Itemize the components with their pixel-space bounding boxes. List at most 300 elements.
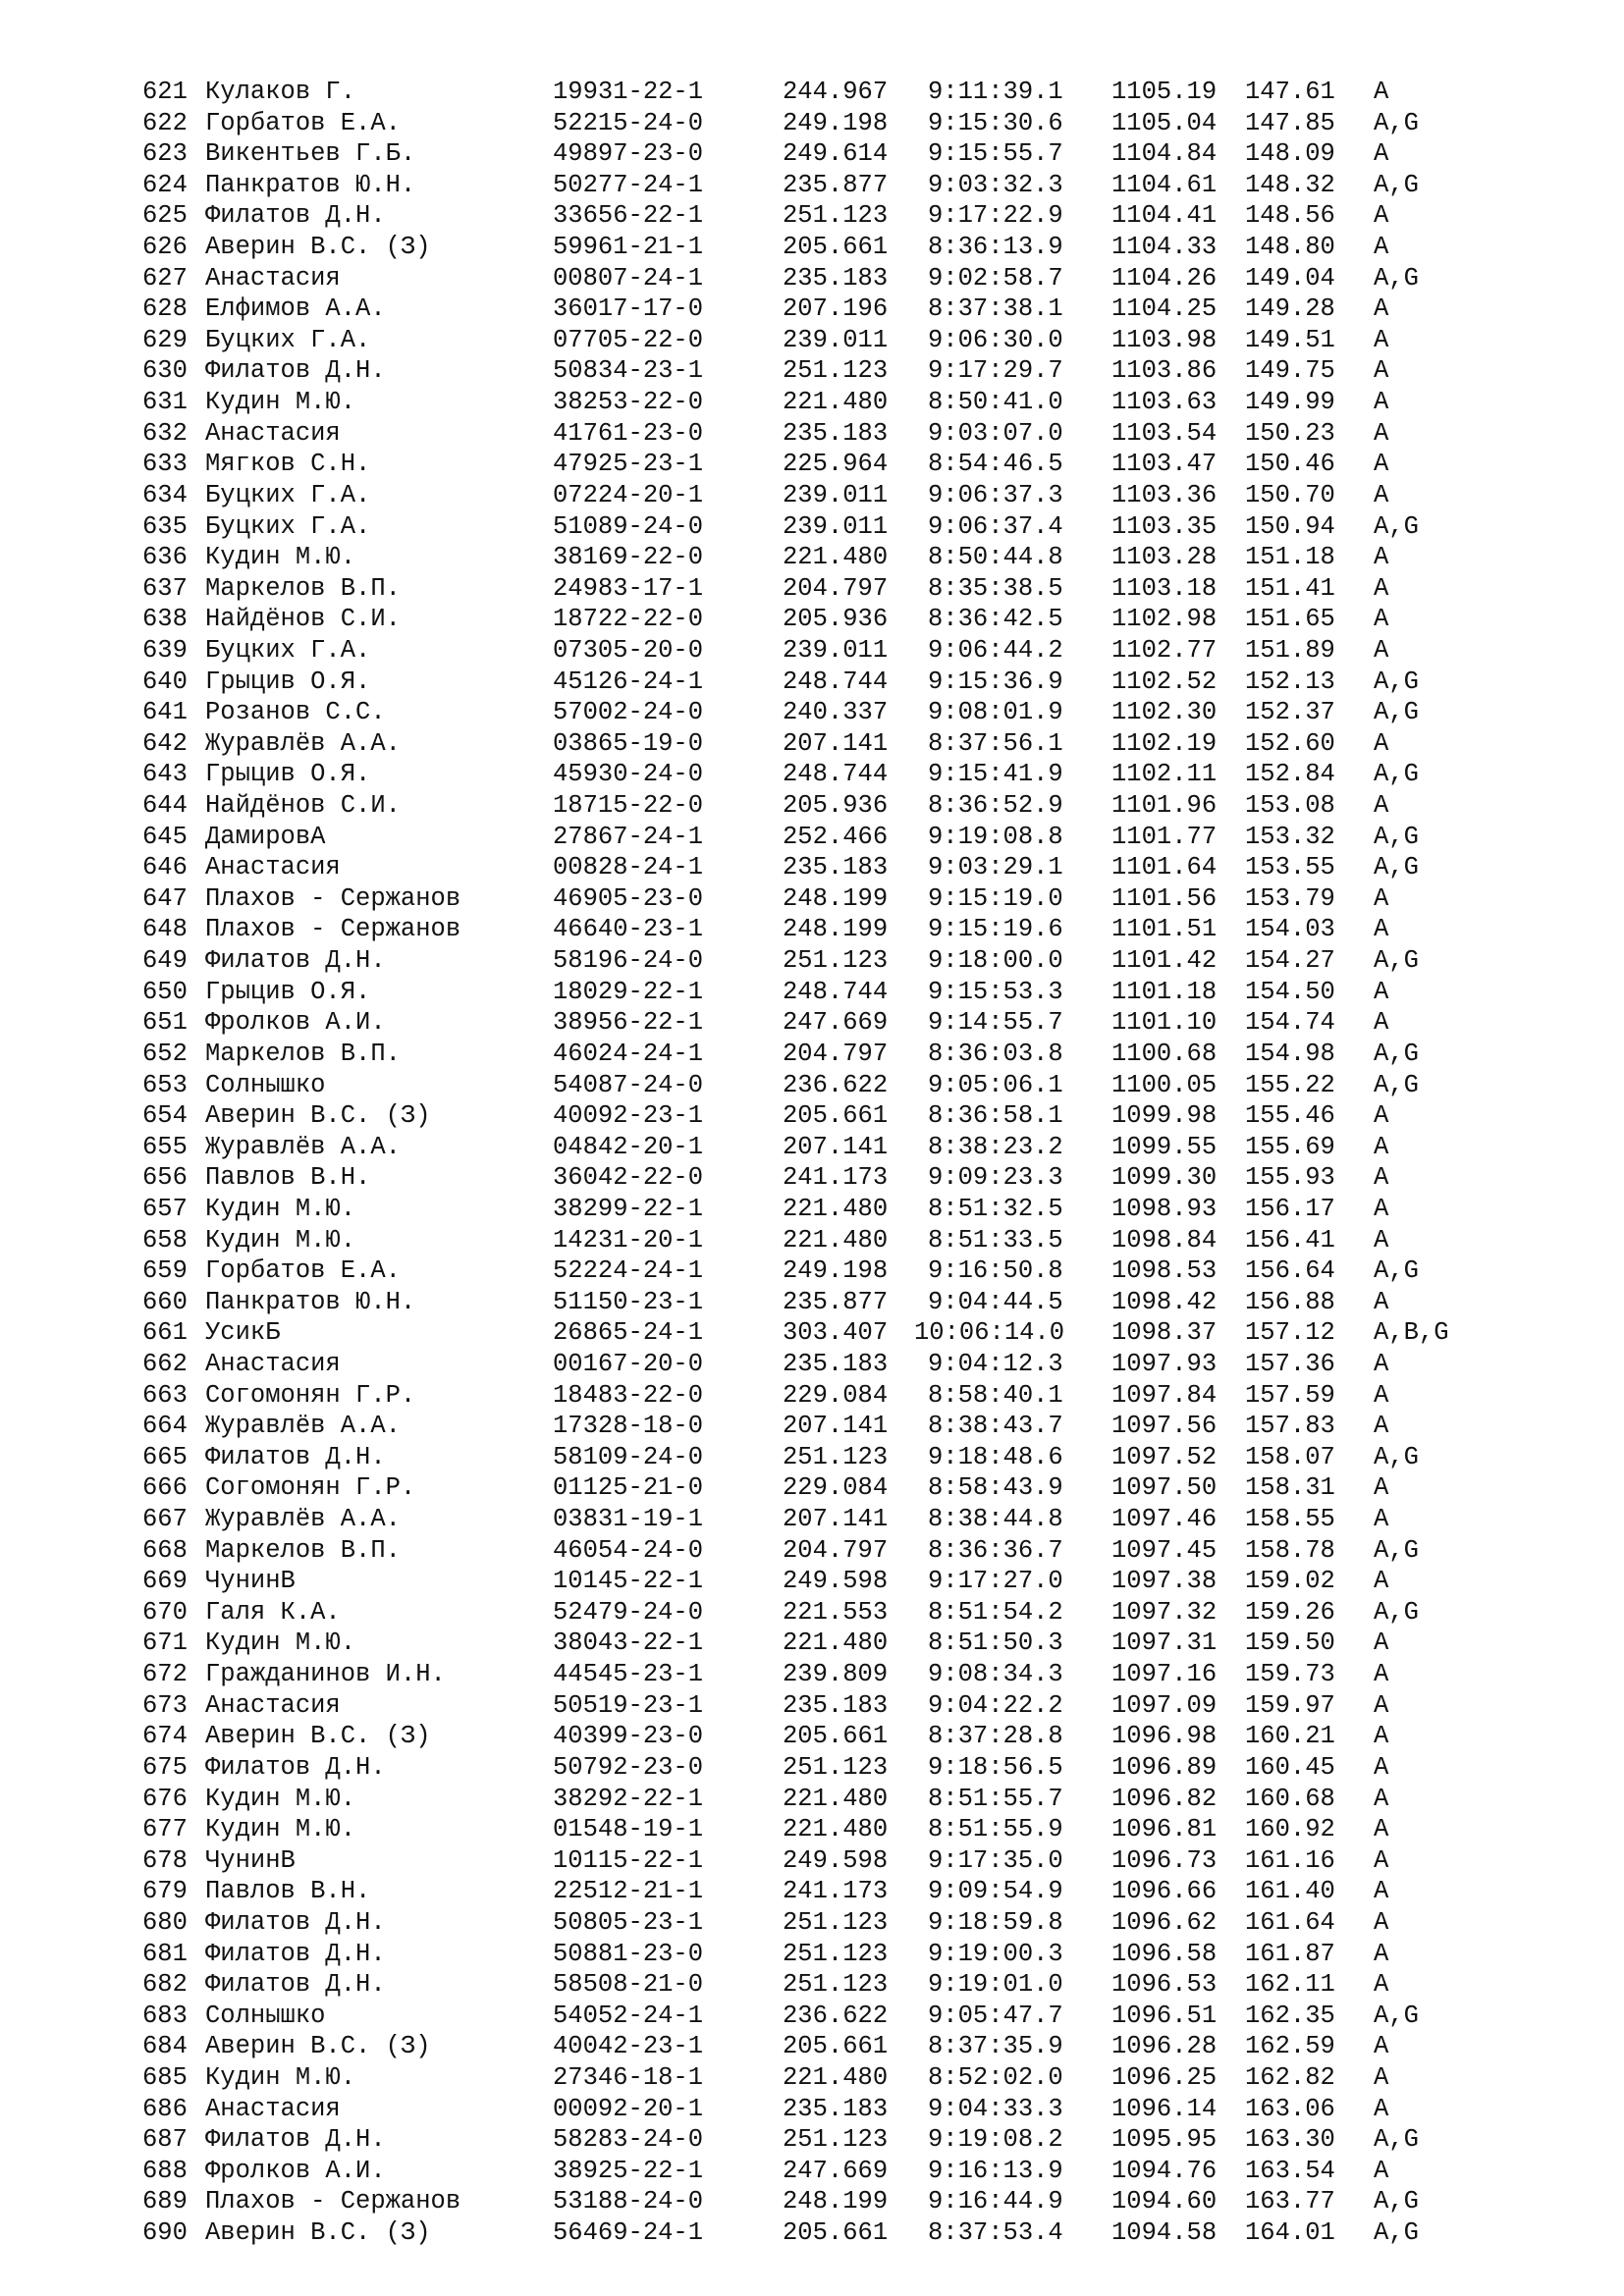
speed-value: 1101.18 — [1111, 977, 1218, 1006]
distance-value: 207.141 — [783, 1412, 889, 1441]
participant-name: Филатов Д.Н. — [205, 1939, 386, 1968]
table-row — [142, 77, 1537, 108]
participant-name: Филатов Д.Н. — [205, 356, 386, 386]
flight-time: 8:51:32.5 — [928, 1194, 1063, 1223]
table-row — [142, 1380, 1537, 1412]
category-flags: A — [1374, 543, 1389, 572]
flight-time: 9:06:30.0 — [928, 325, 1063, 354]
place-number: 652 — [142, 1039, 188, 1068]
bird-ring-id: 38253-22-0 — [553, 388, 704, 417]
distance-value: 247.669 — [783, 1008, 889, 1038]
table-row — [142, 263, 1537, 294]
bird-ring-id: 07224-20-1 — [553, 480, 704, 509]
speed-value: 1096.89 — [1111, 1752, 1218, 1782]
speed-value: 1102.98 — [1111, 605, 1218, 634]
distance-value: 221.480 — [783, 2063, 889, 2092]
bird-ring-id: 36042-22-0 — [553, 1163, 704, 1193]
flight-time: 8:36:03.8 — [928, 1039, 1063, 1068]
category-flags: A — [1374, 915, 1389, 944]
bird-ring-id: 58508-21-0 — [553, 1970, 704, 2000]
flight-time: 9:17:22.9 — [928, 201, 1063, 231]
bird-ring-id: 45930-24-0 — [553, 760, 704, 789]
bird-ring-id: 47925-23-1 — [553, 450, 704, 479]
distance-value: 235.183 — [783, 2094, 889, 2123]
coefficient-value: 160.92 — [1245, 1815, 1335, 1844]
participant-name: Горбатов Е.А. — [205, 1256, 401, 1286]
place-number: 669 — [142, 1567, 188, 1596]
table-row — [142, 325, 1537, 356]
table-row — [142, 1349, 1537, 1380]
coefficient-value: 150.94 — [1245, 511, 1335, 541]
distance-value: 235.183 — [783, 1690, 889, 1720]
coefficient-value: 157.59 — [1245, 1380, 1335, 1410]
speed-value: 1099.30 — [1111, 1163, 1218, 1193]
table-row — [142, 1287, 1537, 1318]
place-number: 673 — [142, 1690, 188, 1720]
place-number: 659 — [142, 1256, 188, 1286]
table-row — [142, 387, 1537, 418]
speed-value: 1101.42 — [1111, 946, 1218, 976]
place-number: 668 — [142, 1535, 188, 1565]
bird-ring-id: 18715-22-0 — [553, 791, 704, 821]
distance-value: 221.480 — [783, 543, 889, 572]
table-row — [142, 200, 1537, 232]
category-flags: A — [1374, 1629, 1389, 1658]
flight-time: 8:37:56.1 — [928, 728, 1063, 758]
flight-time: 8:50:41.0 — [928, 388, 1063, 417]
category-flags: A — [1374, 1752, 1389, 1782]
place-number: 649 — [142, 946, 188, 976]
category-flags: A — [1374, 480, 1389, 509]
speed-value: 1103.36 — [1111, 480, 1218, 509]
category-flags: A — [1374, 1101, 1389, 1131]
category-flags: A — [1374, 728, 1389, 758]
flight-time: 9:06:37.4 — [928, 511, 1063, 541]
table-row — [142, 449, 1537, 480]
place-number: 685 — [142, 2063, 188, 2092]
distance-value: 241.173 — [783, 1163, 889, 1193]
flight-time: 9:18:59.8 — [928, 1907, 1063, 1937]
category-flags: A — [1374, 139, 1389, 169]
coefficient-value: 149.04 — [1245, 263, 1335, 293]
flight-time: 9:15:36.9 — [928, 667, 1063, 696]
flight-time: 8:52:02.0 — [928, 2063, 1063, 2092]
speed-value: 1102.77 — [1111, 635, 1218, 665]
place-number: 629 — [142, 325, 188, 354]
distance-value: 248.744 — [783, 667, 889, 696]
coefficient-value: 148.56 — [1245, 201, 1335, 231]
coefficient-value: 147.61 — [1245, 78, 1335, 106]
flight-time: 8:36:13.9 — [928, 233, 1063, 262]
flight-time: 9:04:44.5 — [928, 1287, 1063, 1316]
place-number: 648 — [142, 915, 188, 944]
flight-time: 8:51:55.9 — [928, 1815, 1063, 1844]
category-flags: A,G — [1374, 822, 1419, 851]
participant-name: Кудин М.Ю. — [205, 1629, 356, 1658]
bird-ring-id: 03831-19-1 — [553, 1505, 704, 1534]
bird-ring-id: 10145-22-1 — [553, 1567, 704, 1596]
participant-name: Журавлёв А.А. — [205, 1412, 401, 1441]
speed-value: 1104.33 — [1111, 233, 1218, 262]
category-flags: A — [1374, 418, 1389, 448]
place-number: 623 — [142, 139, 188, 169]
coefficient-value: 154.98 — [1245, 1039, 1335, 1068]
coefficient-value: 153.32 — [1245, 822, 1335, 851]
category-flags: A,G — [1374, 2187, 1419, 2216]
speed-value: 1096.62 — [1111, 1907, 1218, 1937]
participant-name: Журавлёв А.А. — [205, 1132, 401, 1161]
flight-time: 9:08:34.3 — [928, 1660, 1063, 1689]
table-row — [142, 790, 1537, 822]
coefficient-value: 153.79 — [1245, 883, 1335, 913]
distance-value: 205.661 — [783, 2032, 889, 2061]
category-flags: A — [1374, 1939, 1389, 1968]
speed-value: 1096.51 — [1111, 2001, 1218, 2030]
participant-name: Аверин В.С. (З) — [205, 2032, 431, 2061]
category-flags: A,B,G — [1374, 1318, 1449, 1348]
category-flags: A — [1374, 977, 1389, 1006]
speed-value: 1103.63 — [1111, 388, 1218, 417]
distance-value: 235.183 — [783, 1349, 889, 1378]
category-flags: A,G — [1374, 1535, 1419, 1565]
distance-value: 229.084 — [783, 1380, 889, 1410]
bird-ring-id: 17328-18-0 — [553, 1412, 704, 1441]
place-number: 679 — [142, 1877, 188, 1906]
distance-value: 249.614 — [783, 139, 889, 169]
table-row — [142, 573, 1537, 605]
coefficient-value: 160.68 — [1245, 1784, 1335, 1813]
coefficient-value: 150.23 — [1245, 418, 1335, 448]
place-number: 641 — [142, 698, 188, 727]
participant-name: Плахов - Сержанов — [205, 915, 461, 944]
table-row — [142, 1876, 1537, 1907]
distance-value: 249.598 — [783, 1567, 889, 1596]
table-row — [142, 1070, 1537, 1101]
speed-value: 1102.19 — [1111, 728, 1218, 758]
speed-value: 1098.84 — [1111, 1225, 1218, 1255]
bird-ring-id: 50834-23-1 — [553, 356, 704, 386]
distance-value: 251.123 — [783, 1907, 889, 1937]
participant-name: Аверин В.С. (З) — [205, 2218, 431, 2248]
bird-ring-id: 45126-24-1 — [553, 667, 704, 696]
distance-value: 239.011 — [783, 635, 889, 665]
place-number: 665 — [142, 1442, 188, 1471]
bird-ring-id: 18722-22-0 — [553, 605, 704, 634]
place-number: 645 — [142, 822, 188, 851]
table-row — [142, 1597, 1537, 1629]
participant-name: Анастасия — [205, 853, 341, 882]
category-flags: A — [1374, 1845, 1389, 1875]
distance-value: 205.936 — [783, 791, 889, 821]
coefficient-value: 149.28 — [1245, 294, 1335, 324]
category-flags: A — [1374, 1132, 1389, 1161]
speed-value: 1101.96 — [1111, 791, 1218, 821]
coefficient-value: 164.01 — [1245, 2218, 1335, 2248]
distance-value: 221.480 — [783, 1194, 889, 1223]
table-row — [142, 945, 1537, 977]
participant-name: Викентьев Г.Б. — [205, 139, 416, 169]
category-flags: A — [1374, 294, 1389, 324]
speed-value: 1104.61 — [1111, 170, 1218, 199]
place-number: 637 — [142, 573, 188, 603]
speed-value: 1097.09 — [1111, 1690, 1218, 1720]
table-row — [142, 1628, 1537, 1659]
table-row — [142, 697, 1537, 728]
participant-name: Фролков А.И. — [205, 2156, 386, 2185]
table-row — [142, 2156, 1537, 2187]
bird-ring-id: 14231-20-1 — [553, 1225, 704, 1255]
distance-value: 239.011 — [783, 511, 889, 541]
participant-name: Елфимов А.А. — [205, 294, 386, 324]
place-number: 647 — [142, 883, 188, 913]
category-flags: A — [1374, 2156, 1389, 2185]
place-number: 625 — [142, 201, 188, 231]
speed-value: 1098.37 — [1111, 1318, 1218, 1348]
bird-ring-id: 03865-19-0 — [553, 728, 704, 758]
category-flags: A,G — [1374, 1039, 1419, 1068]
table-row — [142, 2186, 1537, 2217]
speed-value: 1096.82 — [1111, 1784, 1218, 1813]
bird-ring-id: 46640-23-1 — [553, 915, 704, 944]
place-number: 687 — [142, 2125, 188, 2155]
coefficient-value: 157.12 — [1245, 1318, 1335, 1348]
distance-value: 235.183 — [783, 418, 889, 448]
coefficient-value: 151.41 — [1245, 573, 1335, 603]
participant-name: Журавлёв А.А. — [205, 728, 401, 758]
speed-value: 1098.93 — [1111, 1194, 1218, 1223]
participant-name: Кулаков Г. — [205, 78, 356, 106]
flight-time: 9:17:27.0 — [928, 1567, 1063, 1596]
place-number: 646 — [142, 853, 188, 882]
flight-time: 8:51:33.5 — [928, 1225, 1063, 1255]
bird-ring-id: 46054-24-0 — [553, 1535, 704, 1565]
coefficient-value: 150.46 — [1245, 450, 1335, 479]
coefficient-value: 159.50 — [1245, 1629, 1335, 1658]
category-flags: A,G — [1374, 2125, 1419, 2155]
speed-value: 1094.60 — [1111, 2187, 1218, 2216]
bird-ring-id: 50277-24-1 — [553, 170, 704, 199]
speed-value: 1103.47 — [1111, 450, 1218, 479]
bird-ring-id: 50881-23-0 — [553, 1939, 704, 1968]
place-number: 642 — [142, 728, 188, 758]
distance-value: 235.183 — [783, 853, 889, 882]
distance-value: 207.141 — [783, 728, 889, 758]
distance-value: 239.011 — [783, 325, 889, 354]
category-flags: A — [1374, 1660, 1389, 1689]
speed-value: 1097.38 — [1111, 1567, 1218, 1596]
bird-ring-id: 00167-20-0 — [553, 1349, 704, 1378]
coefficient-value: 159.26 — [1245, 1597, 1335, 1627]
table-row — [142, 1969, 1537, 2001]
distance-value: 204.797 — [783, 1039, 889, 1068]
category-flags: A,G — [1374, 170, 1419, 199]
participant-name: Маркелов В.П. — [205, 1535, 401, 1565]
participant-name: Солнышко — [205, 2001, 326, 2030]
distance-value: 221.480 — [783, 1815, 889, 1844]
coefficient-value: 156.88 — [1245, 1287, 1335, 1316]
table-row — [142, 2217, 1537, 2249]
flight-time: 9:17:29.7 — [928, 356, 1063, 386]
bird-ring-id: 58109-24-0 — [553, 1442, 704, 1471]
speed-value: 1097.45 — [1111, 1535, 1218, 1565]
bird-ring-id: 58196-24-0 — [553, 946, 704, 976]
flight-time: 9:08:01.9 — [928, 698, 1063, 727]
place-number: 640 — [142, 667, 188, 696]
place-number: 670 — [142, 1597, 188, 1627]
bird-ring-id: 50792-23-0 — [553, 1752, 704, 1782]
category-flags: A — [1374, 635, 1389, 665]
distance-value: 204.797 — [783, 573, 889, 603]
bird-ring-id: 38292-22-1 — [553, 1784, 704, 1813]
distance-value: 221.480 — [783, 1225, 889, 1255]
category-flags: A — [1374, 1380, 1389, 1410]
coefficient-value: 150.70 — [1245, 480, 1335, 509]
category-flags: A — [1374, 2094, 1389, 2123]
place-number: 655 — [142, 1132, 188, 1161]
participant-name: Розанов С.С. — [205, 698, 386, 727]
flight-time: 8:37:53.4 — [928, 2218, 1063, 2248]
category-flags: A,G — [1374, 1442, 1419, 1471]
participant-name: Павлов В.Н. — [205, 1877, 371, 1906]
table-row — [142, 759, 1537, 790]
bird-ring-id: 00092-20-1 — [553, 2094, 704, 2123]
table-row — [142, 1814, 1537, 1845]
distance-value: 205.661 — [783, 233, 889, 262]
distance-value: 251.123 — [783, 1752, 889, 1782]
place-number: 690 — [142, 2218, 188, 2248]
place-number: 671 — [142, 1629, 188, 1658]
distance-value: 235.877 — [783, 1287, 889, 1316]
participant-name: Буцких Г.А. — [205, 325, 371, 354]
place-number: 658 — [142, 1225, 188, 1255]
flight-time: 8:51:55.7 — [928, 1784, 1063, 1813]
coefficient-value: 154.27 — [1245, 946, 1335, 976]
coefficient-value: 154.50 — [1245, 977, 1335, 1006]
coefficient-value: 162.59 — [1245, 2032, 1335, 2061]
distance-value: 236.622 — [783, 2001, 889, 2030]
speed-value: 1104.25 — [1111, 294, 1218, 324]
place-number: 675 — [142, 1752, 188, 1782]
coefficient-value: 157.36 — [1245, 1349, 1335, 1378]
table-row — [142, 1317, 1537, 1349]
participant-name: Аверин В.С. (З) — [205, 1101, 431, 1131]
table-row — [142, 1566, 1537, 1597]
bird-ring-id: 59961-21-1 — [553, 233, 704, 262]
bird-ring-id: 46905-23-0 — [553, 883, 704, 913]
speed-value: 1099.98 — [1111, 1101, 1218, 1131]
participant-name: Найдёнов С.И. — [205, 791, 401, 821]
flight-time: 9:15:30.6 — [928, 108, 1063, 137]
flight-time: 9:06:37.3 — [928, 480, 1063, 509]
participant-name: Буцких Г.А. — [205, 635, 371, 665]
place-number: 627 — [142, 263, 188, 293]
distance-value: 221.480 — [783, 1629, 889, 1658]
table-row — [142, 1535, 1537, 1567]
category-flags: A — [1374, 2063, 1389, 2092]
coefficient-value: 158.31 — [1245, 1473, 1335, 1503]
flight-time: 9:16:44.9 — [928, 2187, 1063, 2216]
speed-value: 1101.77 — [1111, 822, 1218, 851]
participant-name: Грыцив О.Я. — [205, 977, 371, 1006]
place-number: 660 — [142, 1287, 188, 1316]
category-flags: A — [1374, 1722, 1389, 1751]
place-number: 680 — [142, 1907, 188, 1937]
table-row — [142, 2094, 1537, 2125]
coefficient-value: 161.40 — [1245, 1877, 1335, 1906]
table-row — [142, 2031, 1537, 2062]
category-flags: A,G — [1374, 1597, 1419, 1627]
flight-time: 9:09:54.9 — [928, 1877, 1063, 1906]
place-number: 688 — [142, 2156, 188, 2185]
participant-name: Анастасия — [205, 2094, 341, 2123]
distance-value: 247.669 — [783, 2156, 889, 2185]
table-row — [142, 1907, 1537, 1939]
coefficient-value: 148.32 — [1245, 170, 1335, 199]
place-number: 651 — [142, 1008, 188, 1038]
flight-time: 10:06:14.0 — [914, 1318, 1065, 1348]
category-flags: A,G — [1374, 2001, 1419, 2030]
table-row — [142, 418, 1537, 450]
table-row — [142, 1255, 1537, 1287]
category-flags: A,G — [1374, 760, 1419, 789]
coefficient-value: 156.41 — [1245, 1225, 1335, 1255]
distance-value: 248.744 — [783, 760, 889, 789]
speed-value: 1104.26 — [1111, 263, 1218, 293]
category-flags: A — [1374, 1287, 1389, 1316]
flight-time: 9:04:22.2 — [928, 1690, 1063, 1720]
flight-time: 8:50:44.8 — [928, 543, 1063, 572]
coefficient-value: 161.16 — [1245, 1845, 1335, 1875]
participant-name: ДамировА — [205, 822, 326, 851]
category-flags: A,G — [1374, 667, 1419, 696]
flight-time: 8:36:36.7 — [928, 1535, 1063, 1565]
speed-value: 1101.51 — [1111, 915, 1218, 944]
place-number: 661 — [142, 1318, 188, 1348]
category-flags: A — [1374, 388, 1389, 417]
flight-time: 8:37:38.1 — [928, 294, 1063, 324]
bird-ring-id: 00828-24-1 — [553, 853, 704, 882]
participant-name: Филатов Д.Н. — [205, 2125, 386, 2155]
category-flags: A — [1374, 1567, 1389, 1596]
table-row — [142, 108, 1537, 139]
speed-value: 1103.54 — [1111, 418, 1218, 448]
table-row — [142, 542, 1537, 573]
distance-value: 240.337 — [783, 698, 889, 727]
flight-time: 8:36:58.1 — [928, 1101, 1063, 1131]
category-flags: A — [1374, 1907, 1389, 1937]
participant-name: Журавлёв А.А. — [205, 1505, 401, 1534]
participant-name: Панкратов Ю.Н. — [205, 170, 416, 199]
place-number: 686 — [142, 2094, 188, 2123]
participant-name: Филатов Д.Н. — [205, 1970, 386, 2000]
bird-ring-id: 38169-22-0 — [553, 543, 704, 572]
coefficient-value: 149.99 — [1245, 388, 1335, 417]
category-flags: A,G — [1374, 946, 1419, 976]
table-row — [142, 1039, 1537, 1070]
participant-name: Галя К.А. — [205, 1597, 341, 1627]
bird-ring-id: 50805-23-1 — [553, 1907, 704, 1937]
coefficient-value: 151.65 — [1245, 605, 1335, 634]
table-row — [142, 1939, 1537, 1970]
table-row — [142, 232, 1537, 263]
bird-ring-id: 46024-24-1 — [553, 1039, 704, 1068]
place-number: 634 — [142, 480, 188, 509]
coefficient-value: 159.97 — [1245, 1690, 1335, 1720]
speed-value: 1105.19 — [1111, 78, 1218, 106]
participant-name: Гражданинов И.Н. — [205, 1660, 446, 1689]
place-number: 656 — [142, 1163, 188, 1193]
speed-value: 1096.66 — [1111, 1877, 1218, 1906]
